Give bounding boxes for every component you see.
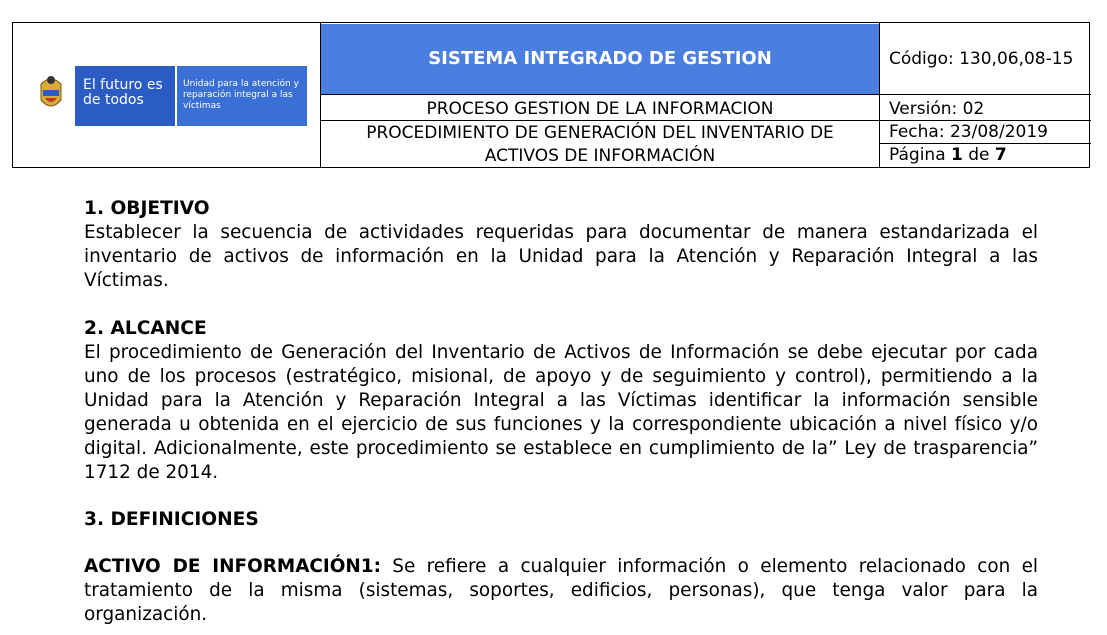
logo-unit-name: Unidad para la atención y reparación integral a las víctimas bbox=[183, 79, 299, 111]
document-version: Versión: 02 bbox=[889, 99, 985, 119]
section-paragraph: Establecer la secuencia de actividades requeridas para documentar de manera estandarizada el inventario de activos de información en la Unidad para la Atención y Reparación Integral a las Víctimas. bbox=[84, 222, 1038, 291]
definition-term: ACTIVO DE INFORMACIÓN1: bbox=[84, 556, 381, 577]
header-divider bbox=[879, 94, 1091, 95]
section-paragraph: El procedimiento de Generación del Inventario de Activos de Información se debe ejecutar por cada uno de los procesos (estratégico, misional, de apoyo y de seguimiento y control), permitiendo a la Unidad para la Atención y Reparación Integral a las Víctimas identificar la información sensible generada u obtenida en el ejercicio de sus funciones y la correspondiente ubicación a nivel físico y/o digital. Adicionalmente, este procedimiento se establece en cumplimiento de la” Ley de trasparencia” 1712 de 2014. bbox=[84, 342, 1038, 483]
header-divider bbox=[879, 143, 1091, 144]
page-prefix: Página bbox=[889, 145, 952, 165]
definition-activo-informacion bbox=[84, 555, 1038, 627]
header-divider bbox=[320, 94, 880, 95]
section-alcance bbox=[84, 317, 1038, 485]
section-definiciones bbox=[84, 508, 1038, 532]
section-heading: 3. DEFINICIONES bbox=[84, 509, 259, 530]
definition-text: Se refiere a cualquier información o elemento relacionado con el tratamiento de la misma (sistemas, soportes, edificios, personas), que tenga valor para la organización. bbox=[84, 556, 1039, 625]
header-divider bbox=[320, 120, 880, 121]
coat-of-arms-icon bbox=[27, 66, 75, 126]
header-divider bbox=[879, 23, 880, 167]
process-name: PROCESO GESTION DE LA INFORMACION bbox=[426, 99, 774, 119]
document-code: Código: 130,06,08-15 bbox=[889, 49, 1074, 69]
definition-paragraph bbox=[84, 555, 1038, 627]
page-indicator bbox=[889, 145, 1007, 165]
section-objetivo bbox=[84, 197, 1038, 293]
page-total: 7 bbox=[994, 145, 1007, 165]
page-number: 1 bbox=[951, 145, 963, 165]
procedure-title-line1: PROCEDIMIENTO DE GENERACIÓN DEL INVENTARIO DE bbox=[366, 123, 834, 143]
system-title: SISTEMA INTEGRADO DE GESTION bbox=[428, 48, 772, 69]
document-date: Fecha: 23/08/2019 bbox=[889, 122, 1048, 142]
procedure-title-line2: ACTIVOS DE INFORMACIÓN bbox=[484, 146, 716, 166]
logo-slogan: El futuro es de todos bbox=[83, 77, 163, 108]
header-divider bbox=[879, 120, 1091, 121]
page-of: de bbox=[962, 145, 995, 165]
section-heading: 2. ALCANCE bbox=[84, 318, 207, 339]
institution-logo bbox=[27, 66, 307, 126]
section-heading: 1. OBJETIVO bbox=[84, 198, 210, 219]
system-title-banner bbox=[321, 24, 879, 94]
